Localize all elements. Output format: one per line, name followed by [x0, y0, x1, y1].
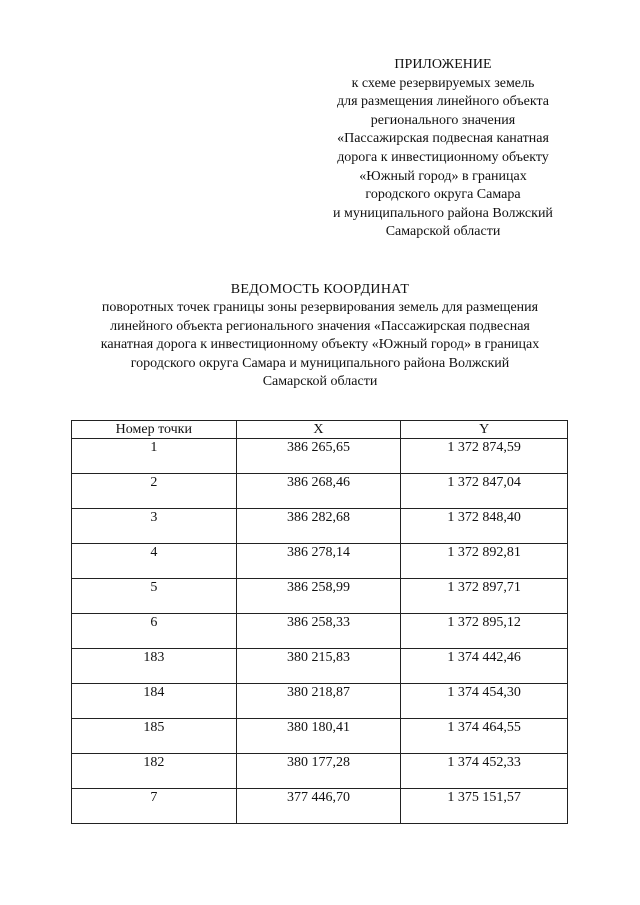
coordinates-table: [71, 420, 568, 824]
statement-line: Самарской области: [262, 374, 378, 390]
table-row: [72, 544, 568, 579]
cell-y: 1 374 452,33: [401, 754, 568, 789]
cell-x: 380 215,83: [236, 649, 401, 684]
header-y: Y: [401, 421, 568, 439]
cell-y: 1 372 848,40: [401, 509, 568, 544]
appendix-line: к схеме резервируемых земель: [351, 75, 535, 91]
cell-x: 386 265,65: [236, 439, 401, 474]
cell-x: 386 258,33: [236, 614, 401, 649]
appendix-line: и муниципального района Волжский: [333, 205, 553, 221]
cell-point: 185: [72, 719, 237, 754]
cell-y: 1 372 874,59: [401, 439, 568, 474]
cell-x: 386 268,46: [236, 474, 401, 509]
statement-line: линейного объекта регионального значения «Пассажирская подвесная: [110, 318, 530, 334]
cell-point: 3: [72, 509, 237, 544]
cell-point: 4: [72, 544, 237, 579]
cell-y: 1 374 464,55: [401, 719, 568, 754]
table-row: [72, 649, 568, 684]
cell-x: 380 177,28: [236, 754, 401, 789]
table-row: [72, 614, 568, 649]
statement-title: ВЕДОМОСТЬ КООРДИНАТ: [230, 282, 410, 297]
appendix-line: для размещения линейного объекта: [337, 94, 549, 110]
appendix-line: «Южный город» в границах: [359, 168, 527, 184]
statement-line: канатная дорога к инвестиционному объекту «Южный город» в границах: [100, 337, 540, 353]
statement-line: поворотных точек границы зоны резервирования земель для размещения: [101, 300, 539, 316]
table-row: [72, 579, 568, 614]
cell-y: 1 375 151,57: [401, 789, 568, 824]
statement-line: городского округа Самара и муниципального района Волжский: [130, 355, 510, 371]
cell-y: 1 372 847,04: [401, 474, 568, 509]
cell-point: 183: [72, 649, 237, 684]
table-row: [72, 474, 568, 509]
table-row: [72, 509, 568, 544]
table-row: [72, 684, 568, 719]
header-x: X: [236, 421, 401, 439]
statement-heading: [70, 281, 570, 391]
cell-x: 386 258,99: [236, 579, 401, 614]
cell-y: 1 374 442,46: [401, 649, 568, 684]
cell-point: 5: [72, 579, 237, 614]
cell-point: 182: [72, 754, 237, 789]
cell-x: 377 446,70: [236, 789, 401, 824]
appendix-line: «Пассажирская подвесная канатная: [337, 131, 549, 147]
table-header-row: [72, 421, 568, 439]
appendix-line: городского округа Самара: [365, 187, 521, 203]
cell-y: 1 374 454,30: [401, 684, 568, 719]
table-row: [72, 754, 568, 789]
cell-point: 1: [72, 439, 237, 474]
cell-y: 1 372 895,12: [401, 614, 568, 649]
cell-point: 6: [72, 614, 237, 649]
appendix-line: дорога к инвестиционному объекту: [337, 149, 549, 165]
cell-x: 386 282,68: [236, 509, 401, 544]
cell-x: 380 218,87: [236, 684, 401, 719]
cell-point: 7: [72, 789, 237, 824]
appendix-line: регионального значения: [370, 112, 516, 128]
table-row: [72, 439, 568, 474]
table-row: [72, 719, 568, 754]
cell-y: 1 372 897,71: [401, 579, 568, 614]
cell-x: 380 180,41: [236, 719, 401, 754]
appendix-header: [318, 56, 568, 242]
table-row: [72, 789, 568, 824]
appendix-line: Самарской области: [385, 224, 501, 240]
cell-x: 386 278,14: [236, 544, 401, 579]
cell-y: 1 372 892,81: [401, 544, 568, 579]
cell-point: 2: [72, 474, 237, 509]
appendix-title: ПРИЛОЖЕНИЕ: [394, 57, 492, 72]
cell-point: 184: [72, 684, 237, 719]
header-point-number: Номер точки: [72, 421, 237, 439]
